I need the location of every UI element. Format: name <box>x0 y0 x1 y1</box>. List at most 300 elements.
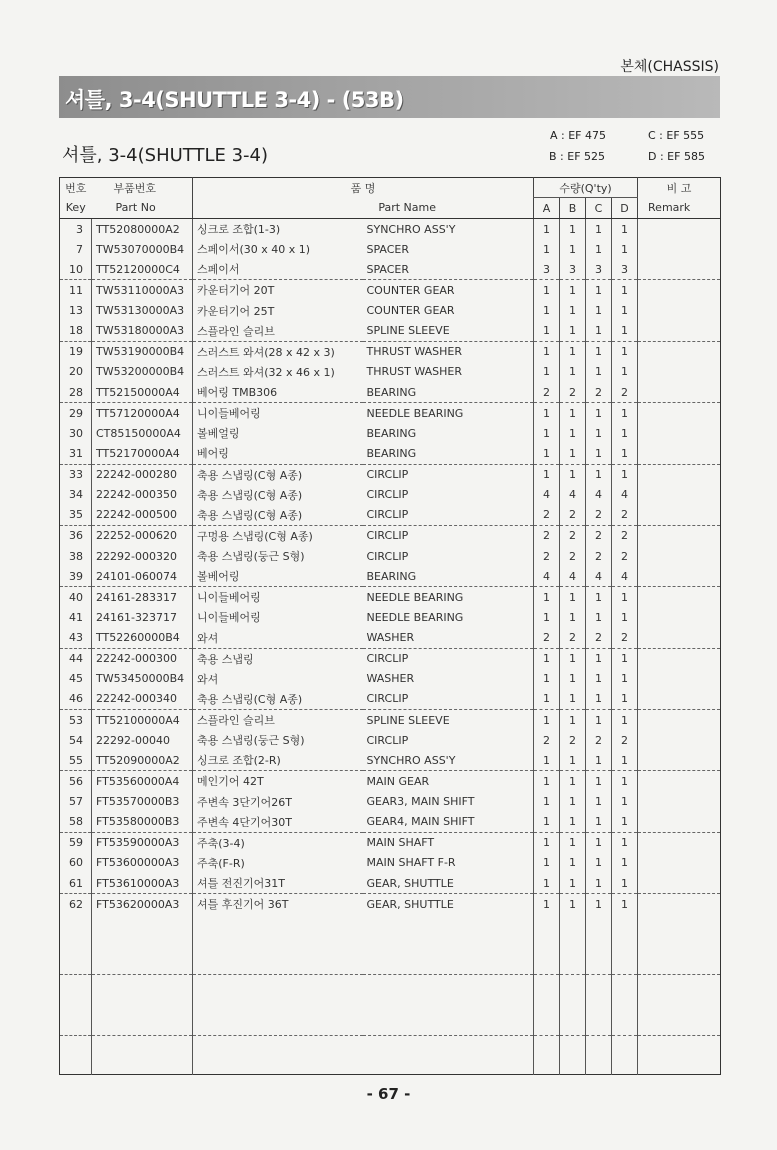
cell-key: 58 <box>60 812 92 833</box>
cell-c: 2 <box>586 546 612 566</box>
table-row <box>60 607 721 627</box>
cell-key: 59 <box>69 836 83 850</box>
cell-d: 1 <box>612 792 638 812</box>
cell-a: 1 <box>534 321 560 342</box>
cell-a: 1 <box>534 873 560 894</box>
cell-a: 1 <box>534 710 560 731</box>
section-label: 본체(CHASSIS) <box>620 59 719 75</box>
cell-name-ko: 베어링 TMB306 <box>193 382 363 403</box>
cell-part-no: 22242-000280 <box>92 464 193 485</box>
cell-key: 36 <box>69 529 83 543</box>
cell-part-no: FT53570000B3 <box>92 792 193 812</box>
cell-c: 1 <box>586 894 612 915</box>
cell-b: 1 <box>560 873 586 894</box>
cell-d: 2 <box>612 730 638 750</box>
cell-a: 1 <box>534 894 560 915</box>
blank-cell <box>586 975 612 1036</box>
cell-remark <box>638 485 721 505</box>
cell-d: 1 <box>612 321 638 342</box>
cell-c: 4 <box>586 566 612 587</box>
cell-key: 10 <box>60 259 92 280</box>
cell-name-en: CIRCLIP <box>366 652 409 666</box>
cell-key: 44 <box>69 652 83 666</box>
cell-remark <box>638 587 721 608</box>
cell-b: 3 <box>560 259 586 280</box>
cell-name-ko: 스페이서(30 x 40 x 1) <box>193 239 363 259</box>
cell-key: 35 <box>60 505 92 526</box>
cell-name-ko: 셔틀 후진기어 36T <box>193 894 363 915</box>
cell-part-no: TW53110000A3 <box>92 280 193 301</box>
cell-remark <box>638 259 721 280</box>
cell-b: 1 <box>560 771 586 792</box>
cell-d: 2 <box>612 525 638 546</box>
cell-d: 1 <box>612 669 638 689</box>
cell-key: 62 <box>69 897 83 911</box>
cell-d: 1 <box>612 280 638 301</box>
cell-key: 7 <box>76 242 83 256</box>
blank-cell <box>612 914 638 975</box>
cell-key: 28 <box>60 382 92 403</box>
cell-remark <box>638 382 721 403</box>
cell-remark <box>638 832 721 853</box>
table-row <box>60 464 721 485</box>
cell-name-ko: 축용 스냅링 <box>193 648 363 669</box>
table-row <box>60 587 721 608</box>
cell-remark <box>638 853 721 873</box>
cell-a: 2 <box>534 628 560 649</box>
cell-remark <box>638 812 721 833</box>
cell-remark <box>638 669 721 689</box>
cell-b: 2 <box>560 730 586 750</box>
table-row <box>60 239 721 259</box>
cell-part-no: TW53070000B4 <box>92 239 193 259</box>
cell-d: 1 <box>612 301 638 321</box>
cell-part-no: FT53590000A3 <box>92 832 193 853</box>
cell-d: 1 <box>612 873 638 894</box>
cell-name-en: COUNTER GEAR <box>366 283 455 297</box>
blank-cell <box>193 914 363 975</box>
cell-remark <box>638 771 721 792</box>
blank-cell <box>534 914 560 975</box>
cell-name-en: THRUST WASHER <box>366 345 463 359</box>
cell-b: 1 <box>560 669 586 689</box>
cell-a: 1 <box>534 280 560 301</box>
cell-remark <box>638 362 721 382</box>
cell-remark <box>638 689 721 710</box>
cell-a: 1 <box>534 689 560 710</box>
cell-remark <box>638 423 721 443</box>
cell-c: 1 <box>586 771 612 792</box>
cell-part-no: TT52150000A4 <box>92 382 193 403</box>
cell-b: 2 <box>560 525 586 546</box>
cell-name-ko: 주축(3-4) <box>193 832 363 853</box>
cell-name-ko: 스플라인 슬리브 <box>193 710 363 731</box>
cell-key: 43 <box>60 628 92 649</box>
cell-part-no: TW53130000A3 <box>92 301 193 321</box>
table-row <box>60 423 721 443</box>
cell-part-no: TT52120000C4 <box>92 259 193 280</box>
cell-name-en: BEARING <box>363 443 534 464</box>
cell-remark <box>638 280 721 301</box>
cell-c: 1 <box>586 219 612 240</box>
cell-part-no: 24161-283317 <box>92 587 193 608</box>
cell-a: 1 <box>534 792 560 812</box>
cell-name-ko: 베어링 <box>193 443 363 464</box>
cell-d: 1 <box>612 464 638 485</box>
cell-name-en: CIRCLIP <box>363 689 534 710</box>
cell-remark <box>638 628 721 649</box>
cell-name-en: GEAR3, MAIN SHIFT <box>366 795 475 809</box>
cell-b: 1 <box>560 219 586 240</box>
cell-a: 1 <box>534 362 560 382</box>
cell-part-no: TW53180000A3 <box>92 321 193 342</box>
cell-c: 1 <box>586 362 612 382</box>
cell-c: 1 <box>586 853 612 873</box>
table-row <box>60 648 721 669</box>
cell-c: 2 <box>586 525 612 546</box>
cell-name-en: NEEDLE BEARING <box>366 610 464 624</box>
cell-name-ko: 볼베얼링 <box>193 423 363 443</box>
parts-table <box>59 177 721 1075</box>
cell-b: 1 <box>560 894 586 915</box>
cell-a: 1 <box>534 464 560 485</box>
cell-name-ko: 스러스트 와셔(32 x 46 x 1) <box>193 362 363 382</box>
cell-d: 1 <box>612 750 638 771</box>
cell-a: 1 <box>534 423 560 443</box>
cell-b: 1 <box>560 239 586 259</box>
cell-d: 1 <box>612 853 638 873</box>
cell-part-no: FT53580000B3 <box>92 812 193 833</box>
cell-d: 1 <box>612 710 638 731</box>
blank-cell <box>92 975 193 1036</box>
cell-name-ko: 축용 스냅링(C형 A종) <box>193 485 363 505</box>
cell-name-ko: 셔틀 전진기어31T <box>193 873 363 894</box>
cell-remark <box>638 464 721 485</box>
cell-remark <box>638 239 721 259</box>
table-row <box>60 792 721 812</box>
cell-key: 11 <box>69 283 83 297</box>
cell-name-ko: 카운터기어 20T <box>193 280 363 301</box>
col-qty-a: A <box>534 198 560 219</box>
col-partno-ko: 부품번호 <box>113 181 157 195</box>
table-row <box>60 321 721 342</box>
cell-b: 1 <box>560 812 586 833</box>
cell-part-no: TT52090000A2 <box>92 750 193 771</box>
blank-cell <box>60 975 92 1036</box>
cell-b: 1 <box>560 587 586 608</box>
table-row <box>60 403 721 424</box>
cell-name-en: WASHER <box>363 628 534 649</box>
cell-remark <box>638 341 721 362</box>
cell-c: 1 <box>586 792 612 812</box>
cell-name-en: NEEDLE BEARING <box>366 590 464 604</box>
cell-name-en: BEARING <box>363 566 534 587</box>
cell-b: 2 <box>560 505 586 526</box>
cell-name-ko: 스러스트 와셔(28 x 42 x 3) <box>193 341 363 362</box>
cell-remark <box>638 301 721 321</box>
cell-b: 2 <box>560 382 586 403</box>
cell-part-no: TT52080000A2 <box>92 219 193 240</box>
cell-part-no: 22292-000320 <box>92 546 193 566</box>
cell-remark <box>638 505 721 526</box>
blank-cell <box>586 1036 612 1075</box>
cell-d: 1 <box>612 443 638 464</box>
cell-a: 1 <box>534 853 560 873</box>
cell-part-no: 22242-000500 <box>92 505 193 526</box>
col-partno-en: Part No <box>92 198 193 219</box>
cell-remark <box>638 792 721 812</box>
cell-c: 1 <box>586 443 612 464</box>
cell-c: 1 <box>586 341 612 362</box>
cell-b: 1 <box>560 792 586 812</box>
cell-name-en: CIRCLIP <box>366 468 409 482</box>
table-row <box>60 301 721 321</box>
cell-key: 33 <box>69 468 83 482</box>
cell-b: 1 <box>560 689 586 710</box>
model-a: A : EF 475 <box>550 129 606 142</box>
table-row <box>60 750 721 771</box>
cell-d: 1 <box>612 239 638 259</box>
cell-c: 2 <box>586 382 612 403</box>
blank-cell <box>586 914 612 975</box>
cell-part-no: 22292-00040 <box>92 730 193 750</box>
blank-cell <box>612 1036 638 1075</box>
cell-d: 1 <box>612 607 638 627</box>
cell-name-ko: 주변속 3단기어26T <box>193 792 363 812</box>
cell-part-no: FT53600000A3 <box>92 853 193 873</box>
cell-b: 1 <box>560 853 586 873</box>
cell-name-ko: 볼베어링 <box>193 566 363 587</box>
cell-key: 19 <box>69 345 83 359</box>
cell-c: 1 <box>586 301 612 321</box>
cell-a: 3 <box>534 259 560 280</box>
cell-key: 30 <box>69 426 83 440</box>
cell-c: 3 <box>586 259 612 280</box>
cell-d: 1 <box>612 403 638 424</box>
cell-c: 1 <box>586 832 612 853</box>
cell-remark <box>638 219 721 240</box>
cell-b: 1 <box>560 301 586 321</box>
cell-key: 45 <box>69 672 83 686</box>
blank-cell <box>193 1036 363 1075</box>
cell-b: 1 <box>560 710 586 731</box>
col-qty-c: C <box>586 198 612 219</box>
cell-a: 2 <box>534 382 560 403</box>
cell-c: 1 <box>586 812 612 833</box>
table-row <box>60 259 721 280</box>
cell-name-ko: 메인기어 42T <box>193 771 363 792</box>
table-row <box>60 689 721 710</box>
cell-part-no: CT85150000A4 <box>92 423 193 443</box>
cell-name-en: CIRCLIP <box>366 529 409 543</box>
cell-name-en: BEARING <box>363 382 534 403</box>
col-name-ko: 품 명 <box>193 178 534 198</box>
cell-b: 1 <box>560 607 586 627</box>
cell-name-en: MAIN SHAFT F-R <box>366 856 456 870</box>
cell-c: 2 <box>586 730 612 750</box>
cell-key: 20 <box>69 365 83 379</box>
cell-d: 1 <box>612 648 638 669</box>
cell-remark <box>638 546 721 566</box>
blank-cell <box>560 1036 586 1075</box>
cell-b: 1 <box>560 832 586 853</box>
blank-cell <box>560 975 586 1036</box>
cell-name-ko: 축용 스냅링(C형 A종) <box>193 689 363 710</box>
cell-part-no: 24161-323717 <box>92 607 193 627</box>
cell-c: 1 <box>586 587 612 608</box>
cell-a: 1 <box>534 812 560 833</box>
cell-name-en: GEAR, SHUTTLE <box>363 873 534 894</box>
cell-part-no: TT52100000A4 <box>92 710 193 731</box>
cell-a: 4 <box>534 485 560 505</box>
cell-d: 2 <box>612 546 638 566</box>
table-row <box>60 730 721 750</box>
cell-c: 1 <box>586 464 612 485</box>
table-row <box>60 341 721 362</box>
table-row <box>60 505 721 526</box>
cell-b: 2 <box>560 628 586 649</box>
cell-key: 18 <box>60 321 92 342</box>
cell-part-no: TW53450000B4 <box>92 669 193 689</box>
cell-a: 4 <box>534 566 560 587</box>
cell-key: 61 <box>60 873 92 894</box>
table-row <box>60 566 721 587</box>
cell-d: 1 <box>612 341 638 362</box>
cell-part-no: FT53610000A3 <box>92 873 193 894</box>
cell-a: 1 <box>534 607 560 627</box>
cell-part-no: TW53200000B4 <box>92 362 193 382</box>
cell-remark <box>638 321 721 342</box>
cell-key: 57 <box>69 795 83 809</box>
cell-remark <box>638 730 721 750</box>
cell-a: 1 <box>534 832 560 853</box>
cell-remark <box>638 443 721 464</box>
cell-part-no: 22242-000350 <box>92 485 193 505</box>
cell-key: 29 <box>69 406 83 420</box>
col-remark-en: Remark <box>638 198 721 219</box>
cell-remark <box>638 403 721 424</box>
cell-c: 1 <box>586 239 612 259</box>
blank-row <box>60 975 721 1036</box>
cell-a: 2 <box>534 546 560 566</box>
cell-d: 2 <box>612 382 638 403</box>
cell-b: 1 <box>560 443 586 464</box>
filler-row <box>60 1036 721 1075</box>
cell-remark <box>638 750 721 771</box>
col-key-en: Key <box>60 198 92 219</box>
cell-part-no: 22242-000300 <box>92 648 193 669</box>
cell-c: 1 <box>586 321 612 342</box>
cell-d: 1 <box>612 689 638 710</box>
title-banner <box>59 76 720 118</box>
cell-a: 1 <box>534 771 560 792</box>
blank-cell <box>534 975 560 1036</box>
table-row <box>60 832 721 853</box>
col-qty-d: D <box>612 198 638 219</box>
cell-a: 1 <box>534 443 560 464</box>
model-d: D : EF 585 <box>648 150 705 163</box>
cell-name-en: GEAR4, MAIN SHIFT <box>363 812 534 833</box>
cell-b: 1 <box>560 321 586 342</box>
blank-cell <box>560 914 586 975</box>
col-remark-ko: 비 고 <box>638 178 721 198</box>
cell-a: 1 <box>534 403 560 424</box>
cell-c: 1 <box>586 423 612 443</box>
table-row <box>60 546 721 566</box>
cell-d: 1 <box>612 423 638 443</box>
cell-b: 2 <box>560 546 586 566</box>
table-row <box>60 219 721 240</box>
blank-cell <box>60 1036 92 1075</box>
blank-cell <box>363 914 534 975</box>
cell-name-ko: 주변속 4단기어30T <box>193 812 363 833</box>
cell-name-ko: 카운터기어 25T <box>193 301 363 321</box>
col-qty-ko: 수량(Q'ty) <box>534 178 638 198</box>
page-subtitle: 셔틀, 3-4(SHUTTLE 3-4) <box>62 145 268 166</box>
cell-key: 34 <box>69 488 83 502</box>
blank-cell <box>638 975 721 1036</box>
cell-name-ko: 축용 스냅링(둥근 S형) <box>193 730 363 750</box>
cell-name-ko: 축용 스냅링(C형 A종) <box>193 464 363 485</box>
cell-key: 3 <box>76 222 83 236</box>
cell-d: 1 <box>612 771 638 792</box>
blank-cell <box>92 1036 193 1075</box>
table-row <box>60 853 721 873</box>
col-name-en: Part Name <box>193 198 534 219</box>
cell-name-ko: 주축(F-R) <box>193 853 363 873</box>
cell-name-en: CIRCLIP <box>366 733 409 747</box>
cell-name-ko: 니이들베어링 <box>193 607 363 627</box>
cell-a: 1 <box>534 341 560 362</box>
cell-d: 4 <box>612 485 638 505</box>
cell-a: 1 <box>534 301 560 321</box>
blank-cell <box>638 914 721 975</box>
table-row <box>60 812 721 833</box>
cell-key: 39 <box>60 566 92 587</box>
cell-d: 2 <box>612 628 638 649</box>
cell-part-no: 24101-060074 <box>92 566 193 587</box>
cell-part-no: TT57120000A4 <box>92 403 193 424</box>
blank-cell <box>363 1036 534 1075</box>
cell-c: 1 <box>586 403 612 424</box>
cell-remark <box>638 607 721 627</box>
cell-c: 1 <box>586 710 612 731</box>
cell-part-no: 22242-000340 <box>92 689 193 710</box>
cell-key: 46 <box>60 689 92 710</box>
col-qty-b: B <box>560 198 586 219</box>
table-row <box>60 485 721 505</box>
cell-a: 2 <box>534 525 560 546</box>
cell-remark <box>638 648 721 669</box>
table-row <box>60 771 721 792</box>
cell-a: 2 <box>534 505 560 526</box>
cell-b: 1 <box>560 648 586 669</box>
cell-c: 1 <box>586 648 612 669</box>
cell-c: 1 <box>586 669 612 689</box>
cell-name-ko: 와셔 <box>193 628 363 649</box>
cell-name-ko: 니이들베어링 <box>193 403 363 424</box>
table-row <box>60 443 721 464</box>
cell-name-en: CIRCLIP <box>363 505 534 526</box>
cell-name-en: SPACER <box>366 242 410 256</box>
cell-name-en: SPLINE SLEEVE <box>366 713 450 727</box>
cell-a: 1 <box>534 587 560 608</box>
cell-remark <box>638 525 721 546</box>
cell-c: 1 <box>586 750 612 771</box>
cell-remark <box>638 710 721 731</box>
cell-key: 40 <box>69 590 83 604</box>
banner-title: 셔틀, 3-4(SHUTTLE 3-4) - (53B) <box>65 88 404 112</box>
